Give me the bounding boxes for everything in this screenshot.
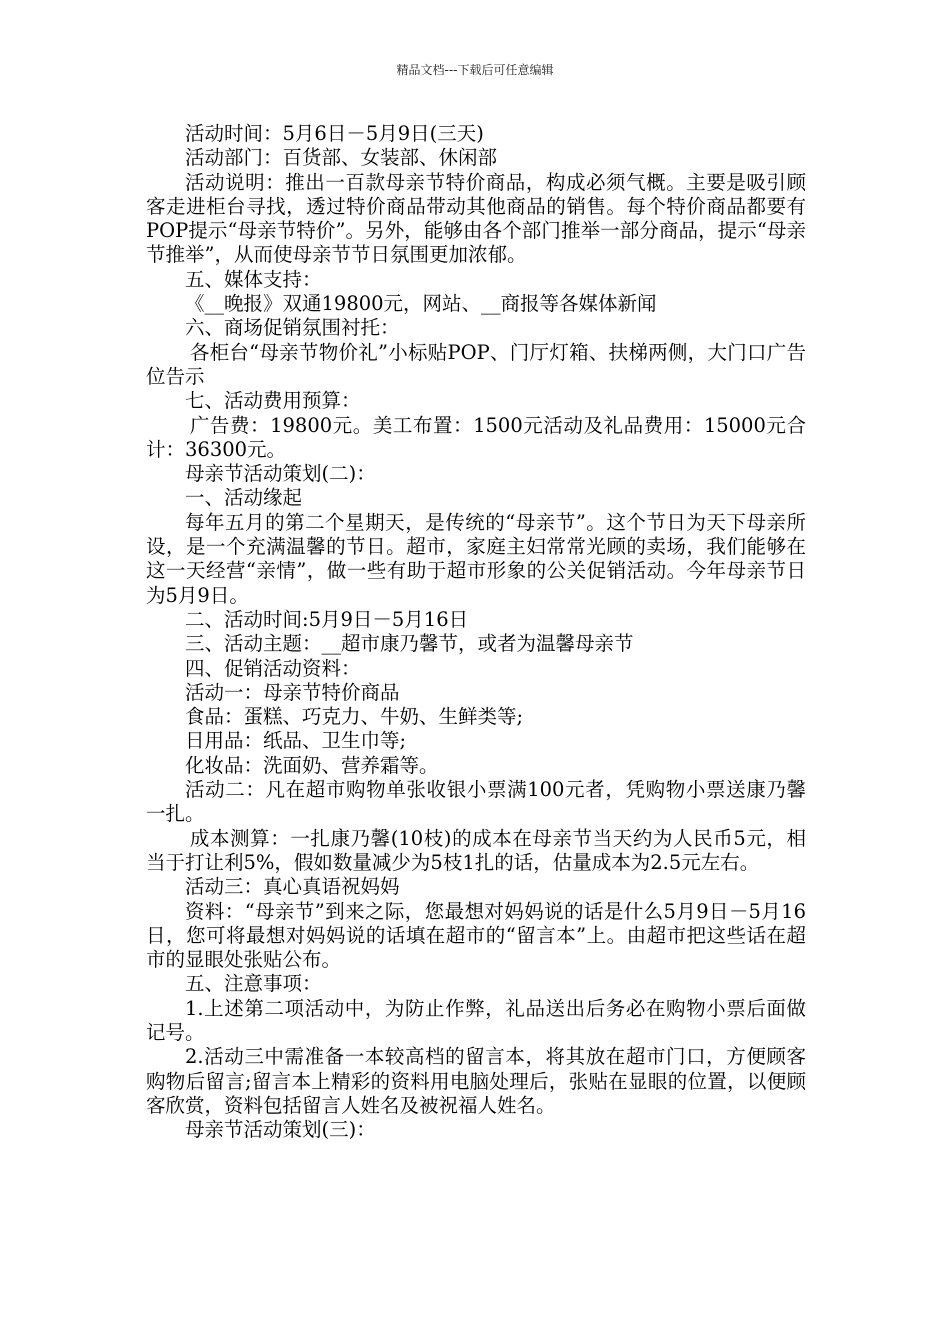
heading-origin: 一、活动缘起: [185, 486, 303, 510]
paragraph-plan-two-theme: 三、活动主题：__超市康乃馨节，或者为温馨母亲节: [185, 632, 634, 656]
paragraph-activity-three-detail: 资料：“母亲节”到来之际，您最想对妈妈说的话是什么5月9日－5月16日，您可将最想对妈妈说的话填在超市的“留言本”上。由超市把这些话在超市的显眼处张贴公布。: [146, 899, 806, 972]
paragraph-food: 食品：蛋糕、巧克力、牛奶、生鲜类等;: [185, 705, 524, 729]
paragraph-cost-estimate: 成本测算：一扎康乃馨(10枝)的成本在母亲节当天约为人民币5元，相当于打让利5%，假如数量减少为5枝1扎的话，估量成本为2.5元左右。: [146, 826, 806, 874]
paragraph-note-one: 1.上述第二项活动中，为防止作弊，礼品送出后务必在购物小票后面做记号。: [146, 996, 806, 1044]
paragraph-activity-one: 活动一：母亲节特价商品: [185, 680, 400, 704]
page-header: 精品文档---下载后可任意编辑: [396, 63, 554, 77]
paragraph-cosmetics: 化妆品：洗面奶、营养霜等。: [185, 753, 439, 777]
paragraph-activity-three: 活动三：真心真语祝妈妈: [185, 875, 400, 899]
paragraph-activity-description: 活动说明：推出一百款母亲节特价商品，构成必须气概。主要是吸引顾客走进柜台寻找，透过特价商品带动其他商品的销售。每个特价商品都要有POP提示“母亲节特价”。另外，能够由各个部门推举一部分商品，提示“母亲节推举”，从而使母亲节节日氛围更加浓郁。: [146, 170, 806, 267]
heading-budget: 七、活动费用预算：: [185, 389, 361, 413]
paragraph-budget-detail: 广告费：19800元。美工布置：1500元活动及礼品费用：15000元合计：36300元。: [146, 413, 806, 461]
paragraph-atmosphere-detail: 各柜台“母亲节物价礼”小标贴POP、门厅灯箱、扶梯两侧，大门口广告位告示: [146, 340, 806, 388]
heading-plan-two: 母亲节活动策划(二)：: [185, 462, 376, 486]
paragraph-note-two: 2.活动三中需准备一本较高档的留言本，将其放在超市门口，方便顾客购物后留言;留言本上精彩的资料用电脑处理后，张贴在显眼的位置，以便顾客欣赏，资料包括留言人姓名及被祝福人姓名。: [146, 1045, 806, 1117]
paragraph-media-detail: 《__晚报》双通19800元，网站、__商报等各媒体新闻: [185, 292, 657, 316]
heading-promotion-materials: 四、促销活动资料：: [185, 656, 361, 680]
heading-media-support: 五、媒体支持：: [185, 267, 322, 291]
heading-notes: 五、注意事项：: [185, 972, 322, 996]
paragraph-activity-departments: 活动部门：百货部、女装部、休闲部: [185, 146, 498, 170]
paragraph-activity-time: 活动时间：5月6日－5月9日(三天): [185, 122, 484, 145]
document-body: [146, 122, 806, 1142]
paragraph-activity-two: 活动二：凡在超市购物单张收银小票满100元者，凭购物小票送康乃馨一扎。: [146, 778, 806, 826]
heading-atmosphere: 六、商场促销氛围衬托：: [185, 316, 400, 340]
paragraph-origin-detail: 每年五月的第二个星期天，是传统的“母亲节”。这个节日为天下母亲所设，是一个充满温馨的节日。超市，家庭主妇常常光顾的卖场，我们能够在这一天经营“亲情”，做一些有助于超市形象的公关促销活动。今年母亲节日为5月9日。: [146, 510, 806, 607]
paragraph-daily-goods: 日用品：纸品、卫生巾等;: [185, 729, 407, 753]
paragraph-plan-two-time: 二、活动时间:5月9日－5月16日: [185, 607, 469, 631]
heading-plan-three: 母亲节活动策划(三)：: [185, 1118, 376, 1142]
